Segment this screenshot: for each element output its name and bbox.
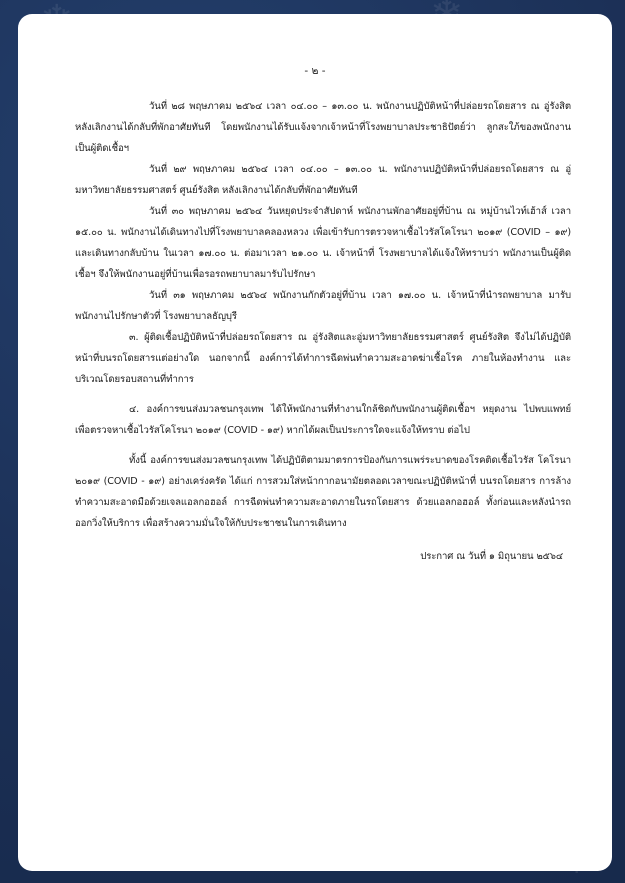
paragraph-may-28: วันที่ ๒๘ พฤษภาคม ๒๕๖๔ เวลา ๐๔.๐๐ – ๑๓.๐๐ น. พนักงานปฏิบัติหน้าที่ปล่อยรถโดยสาร ณ อู่รังสิต หลังเลิกงานได้กลับที่พักอาศัยทันที โดยพนักงานได้รับแจ้งจากเจ้าหน้าที่โรงพยาบาลประชาธิปัตย์ว่า ลูกสะใภ้ของพนักงานเป็นผู้ติดเชื้อฯ — [75, 101, 571, 154]
paragraph-may-30: วันที่ ๓๐ พฤษภาคม ๒๕๖๔ วันหยุดประจำสัปดาห์ พนักงานพักอาศัยอยู่ที่บ้าน ณ หมู่บ้านไวท์เฮ้าส์ เวลา ๑๕.๐๐ น. พนักงานได้เดินทางไปที่โรงพยาบาลคลองหลวง เพื่อเข้ารับการตรวจหาเชื้อไวรัสโคโรนา ๒๐๑๙ (COVID – ๑๙) และเดินทางกลับบ้าน ในเวลา ๑๗.๐๐ น. ต่อมาเวลา ๒๑.๐๐ น. เจ้าหน้าที่ โรงพยาบาลได้แจ้งให้ทราบว่า พนักงานเป็นผู้ติดเชื้อฯ จึงให้พนักงานอยู่ที่บ้านเพื่อรอรถพยาบาลมารับไปรักษา — [75, 206, 571, 280]
paragraph-item-3: ๓. ผู้ติดเชื้อปฏิบัติหน้าที่ปล่อยรถโดยสาร ณ อู่รังสิตและอู่มหาวิทยาลัยธรรมศาสตร์ ศูนย์รังสิต จึงไม่ได้ปฏิบัติหน้าที่บนรถโดยสารแต่อย่างใด นอกจากนี้ องค์การได้ทำการฉีดพ่นทำความสะอาดฆ่าเชื้อโรค ภายในห้องทำงาน และบริเวณโดยรอบสถานที่ทำการ — [75, 332, 571, 385]
document-page — [18, 14, 612, 871]
paragraph-may-31: วันที่ ๓๑ พฤษภาคม ๒๕๖๔ พนักงานกักตัวอยู่ที่บ้าน เวลา ๑๗.๐๐ น. เจ้าหน้าที่นำรถพยาบาล มารับพนักงานไปรักษาตัวที่ โรงพยาบาลธัญบุรี — [75, 290, 571, 322]
document-body — [75, 96, 571, 567]
announcement-date: ประกาศ ณ วันที่ ๑ มิถุนายน ๒๕๖๔ — [420, 551, 563, 562]
paragraph-may-29: วันที่ ๒๙ พฤษภาคม ๒๕๖๔ เวลา ๐๔.๐๐ – ๑๓.๐๐ น. พนักงานปฏิบัติหน้าที่ปล่อยรถโดยสาร ณ อู่มหาวิทยาลัยธรรมศาสตร์ ศูนย์รังสิต หลังเลิกงานได้กลับที่พักอาศัยทันที — [75, 164, 571, 196]
paragraph-summary: ทั้งนี้ องค์การขนส่งมวลชนกรุงเทพ ได้ปฏิบัติตามมาตรการป้องกันการแพร่ระบาดของโรคติดเชื้อไวรัส โคโรนา ๒๐๑๙ (COVID - ๑๙) อย่างเคร่งครัด ได้แก่ การสวมใส่หน้ากากอนามัยตลอดเวลาขณะปฏิบัติหน้าที่ บนรถโดยสาร การล้างทำความสะอาดมือด้วยเจลแอลกอฮอล์ การฉีดพ่นทำความสะอาดภายในรถโดยสาร ด้วยแอลกอฮอล์ ทั้งก่อนและหลังนำรถออกวิ่งให้บริการ เพื่อสร้างความมั่นใจให้กับประชาชนในการเดินทาง — [75, 455, 571, 529]
paragraph-item-4: ๔. องค์การขนส่งมวลชนกรุงเทพ ได้ให้พนักงานที่ทำงานใกล้ชิดกับพนักงานผู้ติดเชื้อฯ หยุดงาน ไปพบแพทย์ เพื่อตรวจหาเชื้อไวรัสโคโรนา ๒๐๑๙ (COVID - ๑๙) หากได้ผลเป็นประการใดจะแจ้งให้ทราบ ต่อไป — [75, 404, 571, 436]
page-number: - ๒ - — [304, 65, 326, 77]
